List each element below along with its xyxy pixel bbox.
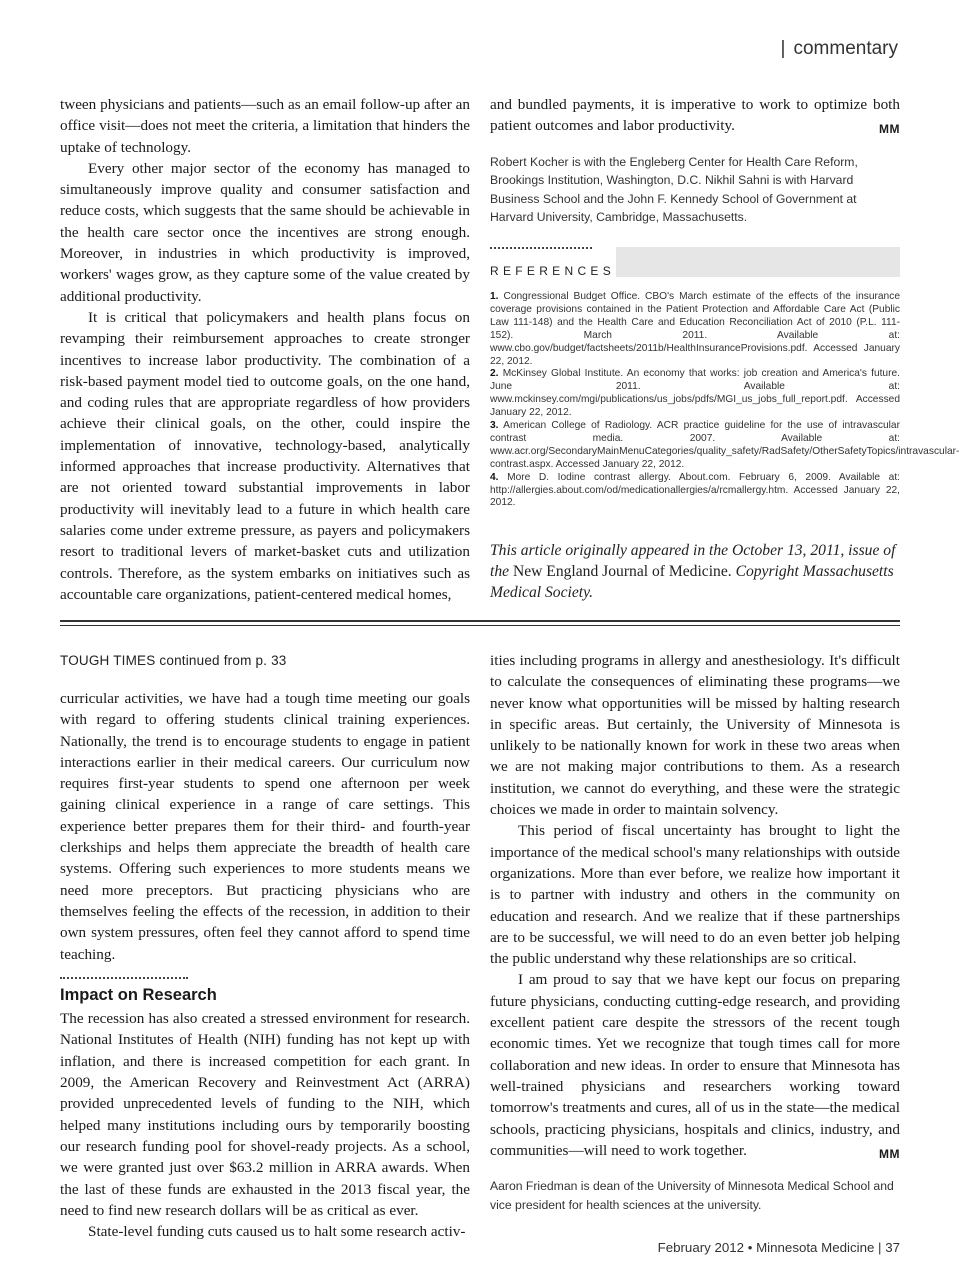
reprint-credit: This article originally appeared in the October 13, 2011, issue of the New England Journal of Medicine. Copyright Massachusetts Medical Society. (490, 542, 896, 602)
paragraph (490, 94, 900, 137)
journal-name: New England Journal of Medicine. (512, 563, 732, 581)
references-shade-bar (616, 247, 900, 277)
references-heading: REFERENCES (490, 263, 616, 278)
reference-item: 1. Congressional Budget Office. CBO's March estimate of the effects of the insurance coverage provisions contained in the Patient Protection and Affordable Care Act (Public Law 111-148) and the Health Care and Education Reconciliation Act of 2010 (P.L. 111-152). March 2011. Available at: www.cbo.gov/budget/factsheets/2011b/HealthInsuranceProvisions.pdf. Accessed January 22, 2012. (490, 290, 900, 367)
bottom-right-column (490, 650, 900, 1214)
paragraph: I am proud to say that we have kept our focus on preparing future physicians, conducting cutting-edge research, and providing excellent patient care despite the stressors of the recent tough economic times. Yet we recognize that tough times call for more collaboration and new ideas. In order to ensure that Minnesota has well-trained physicians and researchers working toward tomorrow's treatments and cures, all of us in the state—the medical schools, practicing physicians, hospitals and clinics, industry, and communities—will need to work together. MM (490, 969, 900, 1161)
paragraph: State-level funding cuts caused us to halt some research activ- (88, 1223, 466, 1241)
paragraph: tween physicians and patients—such as an email follow-up after an office visit—does not meet the criteria, a limitation that hinders the uptake of technology. (60, 96, 470, 156)
article-ending-text: and bundled payments, it is imperative to work to optimize both patient outcomes and labor productivity. (490, 96, 900, 135)
subheading: Impact on Research (60, 985, 217, 1004)
section-rule-thin (60, 625, 900, 626)
top-right-column (490, 94, 960, 603)
continued-label: TOUGH TIMES continued from p. 33 (60, 653, 287, 668)
reference-item: 3. American College of Radiology. ACR practice guideline for the use of intravascular contrast media. 2007. Available at: www.acr.org/SecondaryMainMenuCategories/quality_safety/RadSafety/OtherSafetyTopics/intravascular-contrast.aspx. Accessed January 22, 2012. (490, 420, 960, 470)
reference-item: 2. McKinsey Global Institute. An economy that works: job creation and America's future. June 2011. Available at: www.mckinsey.com/mgi/publications/us_jobs/pdfs/MGI_us_jobs_full_report.pdf. Accessed January 22, 2012. (490, 368, 900, 419)
reference-item: 4. More D. Iodine contrast allergy. About.com. February 6, 2009. Available at: http://allergies.about.com/od/medicationallergies/a/rcmallergy.htm. Accessed January 22, 2012. (490, 471, 900, 509)
paragraph: The recession has also created a stressed environment for research. National Institutes of Health (NIH) funding has not kept up with inflation, and there is increased competition for each grant. In 2009, the American Recovery and Reinvestment Act (ARRA) provided unprecedented levels of funding to the NIH, which helped many institutions including ours by temporarily boosting our research funding pool for shovel-ready projects. As a school, we were granted just over $63.2 million in ARRA awards. When the last of these funds are exhausted in the 2013 fiscal year, the need to find new research dollars will be as critical as ever. (60, 1010, 470, 1219)
paragraph: This period of fiscal uncertainty has brought to light the importance of the medical school's many relationships with outside organizations. More than ever before, we realize how important it is to partner with industry and others in the community on education and research. And we realize that if these partnerships are to be successful, we will need to do an even better job helping the public understand why these relationships are so critical. (490, 822, 900, 968)
section-name: commentary (793, 38, 898, 59)
dotted-divider (490, 247, 592, 249)
author-bio: Aaron Friedman is dean of the University of Minnesota Medical School and vice president for health sciences at the university. (490, 1179, 894, 1212)
bottom-left-column (60, 688, 470, 1242)
page-footer: February 2012 • Minnesota Medicine | 37 (657, 1240, 900, 1255)
section-divider: | (780, 38, 786, 59)
section-label (781, 38, 898, 60)
paragraph: It is critical that policymakers and health plans focus on revamping their reimbursement approaches to create stronger incentives to increase labor productivity. The combination of a risk-based payment model tied to outcome goals, on the one hand, and coding rules that are appropriate regardless of how providers achieve their clinical goals, on the other, could inspire the implementation of innovative, technology-based, analytically informed approaches that increase productivity. Alternatives that are not oriented toward substantial improvements in labor productivity will inevitably lead to a future in which health care salaries come under extreme pressure, as payers and policymakers resort to traditional levers of market-basket cuts and utilization controls. Therefore, as the system embarks on initiatives such as accountable care organizations, patient-centered medical homes, (60, 308, 470, 603)
dotted-divider (60, 977, 188, 979)
paragraph: ities including programs in allergy and anesthesiology. It's difficult to calculate the consequences of eliminating these programs—we never know what opportunities will be missed by halting research in specific areas. But certainly, the University of Minnesota is unlikely to be nationally known for work in these two areas when we are not making major contributions to them. As a research institution, we cannot do everything, and these were the strategic choices we made in order to maintain solvency. (490, 652, 900, 819)
references-header (490, 253, 900, 283)
end-mark: MM (879, 1146, 900, 1161)
references-list (490, 290, 960, 510)
author-bio: Robert Kocher is with the Engleberg Center for Health Care Reform, Brookings Institution, Washington, D.C. Nikhil Sahni is with Harvard Business School and the John F. Kennedy School of Government at Harvard University, Cambridge, Massachusetts. (490, 154, 858, 225)
paragraph: curricular activities, we have had a tough time meeting our goals with regard to offering students clinical training experiences. Nationally, the trend is to encourage students to engage in patient interactions earlier in their medical careers. Our curriculum now requires first-year students to spend one afternoon per week gaining clinical experience in a range of care settings. This experience better prepares them for their third- and fourth-year clerkships and helps them appreciate the breadth of health care systems. Offering such experiences to more students means we need more preceptors. But practicing physicians who are themselves feeling the effects of the recession, in addition to their own system pressures, often feel they cannot afford to spend time teaching. (60, 690, 470, 963)
top-left-column (60, 94, 470, 605)
paragraph: Every other major sector of the economy has managed to simultaneously improve quality and consumer satisfaction and reduce costs, which suggests that the same should be achievable in the health care sector once the incentives are strong enough. Moreover, in industries in which productivity is improved, workers' wages grow, as they capture some of the value created by additional productivity. (60, 159, 470, 305)
end-mark: MM (879, 122, 900, 137)
section-rule (60, 620, 900, 622)
